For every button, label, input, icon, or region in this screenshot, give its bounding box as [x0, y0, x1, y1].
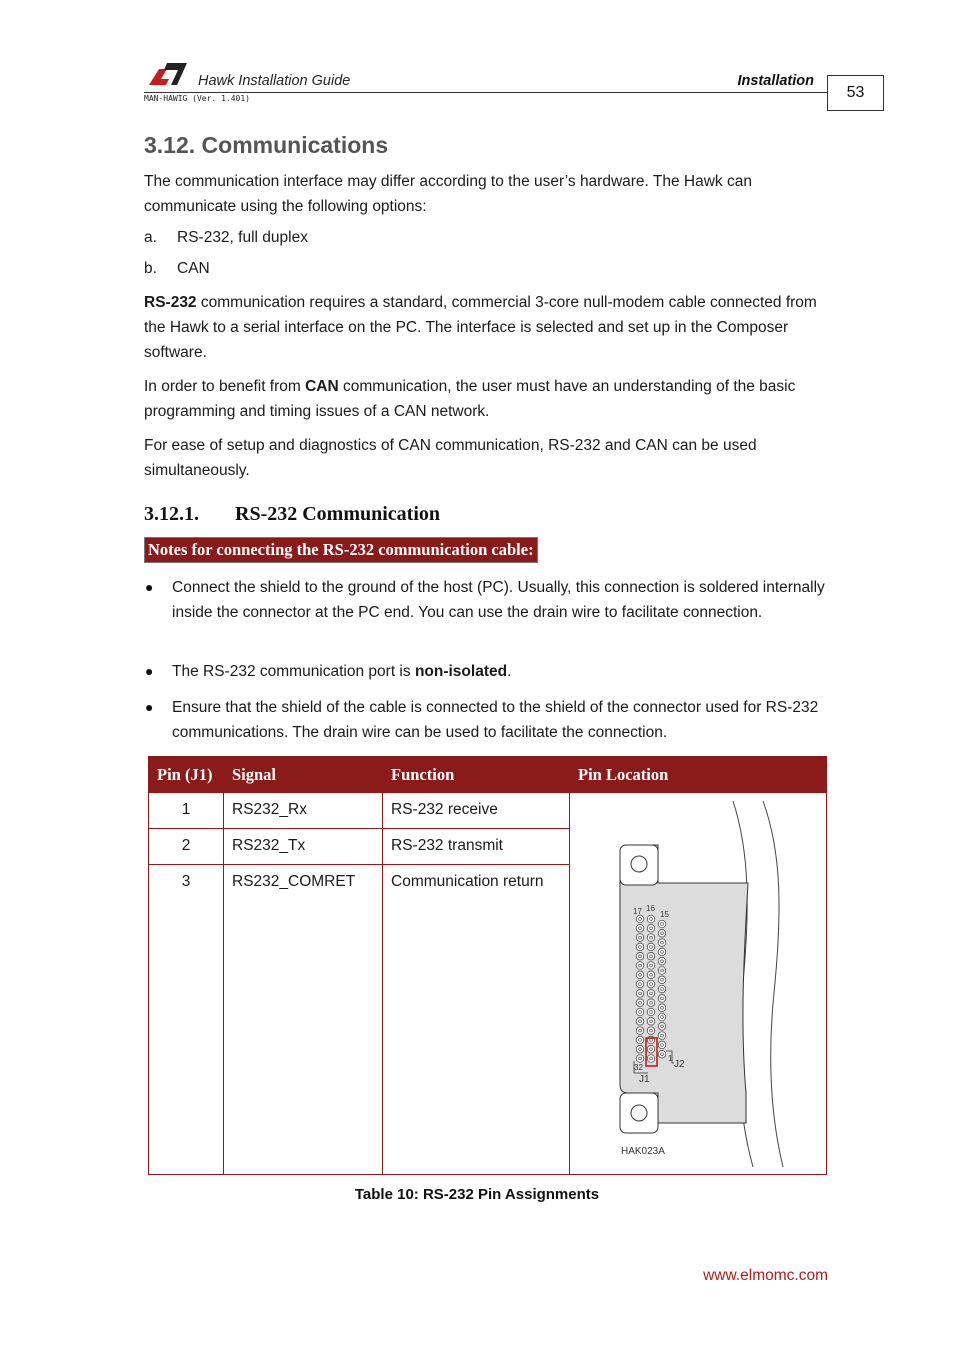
connector-pin [636, 1008, 644, 1016]
connector-pin [636, 1027, 644, 1035]
pin-label-1: 1 [668, 1054, 673, 1063]
connector-pin [647, 980, 655, 988]
intro-paragraph: The communication interface may differ according to the user’s hardware. The Hawk can communicate using the following options: [144, 173, 752, 215]
j1-label: J1 [639, 1074, 650, 1085]
connector-pin [658, 948, 666, 956]
connector-pin [636, 934, 644, 942]
connector-pin [636, 962, 644, 970]
pin-cell: 2 [149, 829, 224, 865]
function-cell: RS-232 transmit [383, 829, 570, 865]
option-can: CAN [177, 260, 210, 277]
function-cell: RS-232 receive [383, 793, 570, 829]
connector-pin [658, 957, 666, 965]
signal-cell: RS232_COMRET [224, 865, 383, 1175]
pin-label-17: 17 [633, 907, 642, 916]
subsection-heading [144, 503, 440, 526]
bullet-non-isolated-post: . [507, 663, 512, 680]
connector-pin [636, 1036, 644, 1044]
connector-pin [636, 971, 644, 979]
function-cell: Communication return [383, 865, 570, 1175]
pin-label-15: 15 [660, 910, 669, 919]
header-rule [144, 92, 827, 93]
rs232-paragraph [144, 290, 834, 365]
pin-cell: 3 [149, 865, 224, 1175]
header-title: Hawk Installation Guide [198, 73, 351, 89]
rs232-pin-table [148, 756, 827, 1175]
signal-cell: RS232_Tx [224, 829, 383, 865]
connector-pin [647, 934, 655, 942]
connector-pin [658, 1041, 666, 1049]
connector-pin [647, 971, 655, 979]
table-row [149, 793, 827, 829]
connector-pin [647, 952, 655, 960]
can-text-pre: In order to benefit from [144, 378, 306, 395]
connector-pin [636, 990, 644, 998]
connector-pin [647, 1027, 655, 1035]
mounting-hole-bottom [631, 1105, 647, 1121]
can-text-post: communication, the user must have an understanding of the basic programming and timing issues of a CAN network. [144, 378, 796, 420]
connector-diagram [570, 793, 826, 1173]
header-section: Installation [737, 73, 814, 89]
connector-pin [636, 1045, 644, 1053]
bullet-non-isolated [172, 659, 832, 684]
bullet-non-isolated-pre: The RS-232 communication port is [172, 663, 415, 680]
connector-pin [636, 915, 644, 923]
connector-pin [658, 976, 666, 984]
pin-location-cell [570, 793, 827, 1175]
connector-pin [647, 943, 655, 951]
rs232-bold: RS-232 [144, 294, 197, 311]
option-marker-a: a. [144, 229, 157, 246]
non-isolated-bold: non-isolated [414, 663, 508, 680]
connector-pin [658, 1032, 666, 1040]
section-heading: 3.12. Communications [144, 132, 389, 158]
connector-pin [658, 1004, 666, 1012]
table-header-row [149, 757, 827, 793]
connector-pin [658, 1050, 666, 1058]
connector-pin [647, 925, 655, 933]
bullet-icon: ● [145, 579, 154, 595]
connector-pin [636, 1018, 644, 1026]
connector-pin [647, 1008, 655, 1016]
ease-paragraph: For ease of setup and diagnostics of CAN communication, RS-232 and CAN can be used simultaneously. [144, 437, 757, 479]
header-signal: Signal [224, 757, 383, 793]
header-pin: Pin (J1) [149, 757, 224, 793]
rs232-text: communication requires a standard, commercial 3-core null-modem cable connected from the Hawk to a serial interface on the PC. The interface is selected and set up in the Composer software. [144, 294, 817, 361]
bullet-icon: ● [145, 663, 154, 679]
connector-pin [658, 930, 666, 938]
page-number: 53 [827, 75, 884, 111]
signal-cell: RS232_Rx [224, 793, 383, 829]
connector-pin [647, 1018, 655, 1026]
connector-pin [636, 925, 644, 933]
connector-pin [658, 985, 666, 993]
option-rs232: RS-232, full duplex [177, 229, 308, 246]
option-marker-b: b. [144, 260, 157, 277]
connector-pin [636, 980, 644, 988]
notes-heading: Notes for connecting the RS-232 communication cable: [144, 537, 538, 563]
pin-cell: 1 [149, 793, 224, 829]
connector-pin [658, 995, 666, 1003]
connector-pin [647, 962, 655, 970]
header-pin-location: Pin Location [570, 757, 827, 793]
bullet-shield-ground: Connect the shield to the ground of the host (PC). Usually, this connection is soldered internally inside the connector at the PC end. You can use the drain wire to facilitate connection. [172, 579, 825, 621]
footer-website-link[interactable]: www.elmomc.com [703, 1267, 828, 1284]
connector-pin [647, 1055, 655, 1063]
header-function: Function [383, 757, 570, 793]
connector-pin [647, 915, 655, 923]
connector-pin [647, 1045, 655, 1053]
subsection-number: 3.12.1. [144, 503, 199, 525]
document-version: MAN-HAWIG (Ver. 1.401) [144, 94, 250, 103]
can-paragraph [144, 374, 834, 424]
cable-line [763, 801, 783, 1167]
connector-pin [658, 920, 666, 928]
connector-pin [658, 1023, 666, 1031]
connector-pin [647, 999, 655, 1007]
bullet-icon: ● [145, 699, 154, 715]
connector-pin [658, 1013, 666, 1021]
j2-label: J2 [674, 1059, 685, 1070]
connector-pin [658, 939, 666, 947]
elmo-logo-icon [147, 59, 189, 89]
figure-code: HAK023A [621, 1146, 665, 1157]
connector-pin [636, 999, 644, 1007]
table-caption: Table 10: RS-232 Pin Assignments [354, 1186, 600, 1203]
connector-pin [658, 967, 666, 975]
connector-pin [636, 943, 644, 951]
pin-label-32: 32 [634, 1063, 643, 1072]
can-bold: CAN [305, 378, 339, 395]
bullet-shield-connector: Ensure that the shield of the cable is connected to the shield of the connector used for RS-232 communications. The drain wire can be used to facilitate the connection. [172, 699, 819, 741]
pin-label-16: 16 [646, 904, 655, 913]
mounting-hole-top [631, 856, 647, 872]
connector-pin [647, 990, 655, 998]
subsection-title: RS-232 Communication [235, 503, 441, 525]
connector-pin [636, 952, 644, 960]
connector-pin [636, 1055, 644, 1063]
